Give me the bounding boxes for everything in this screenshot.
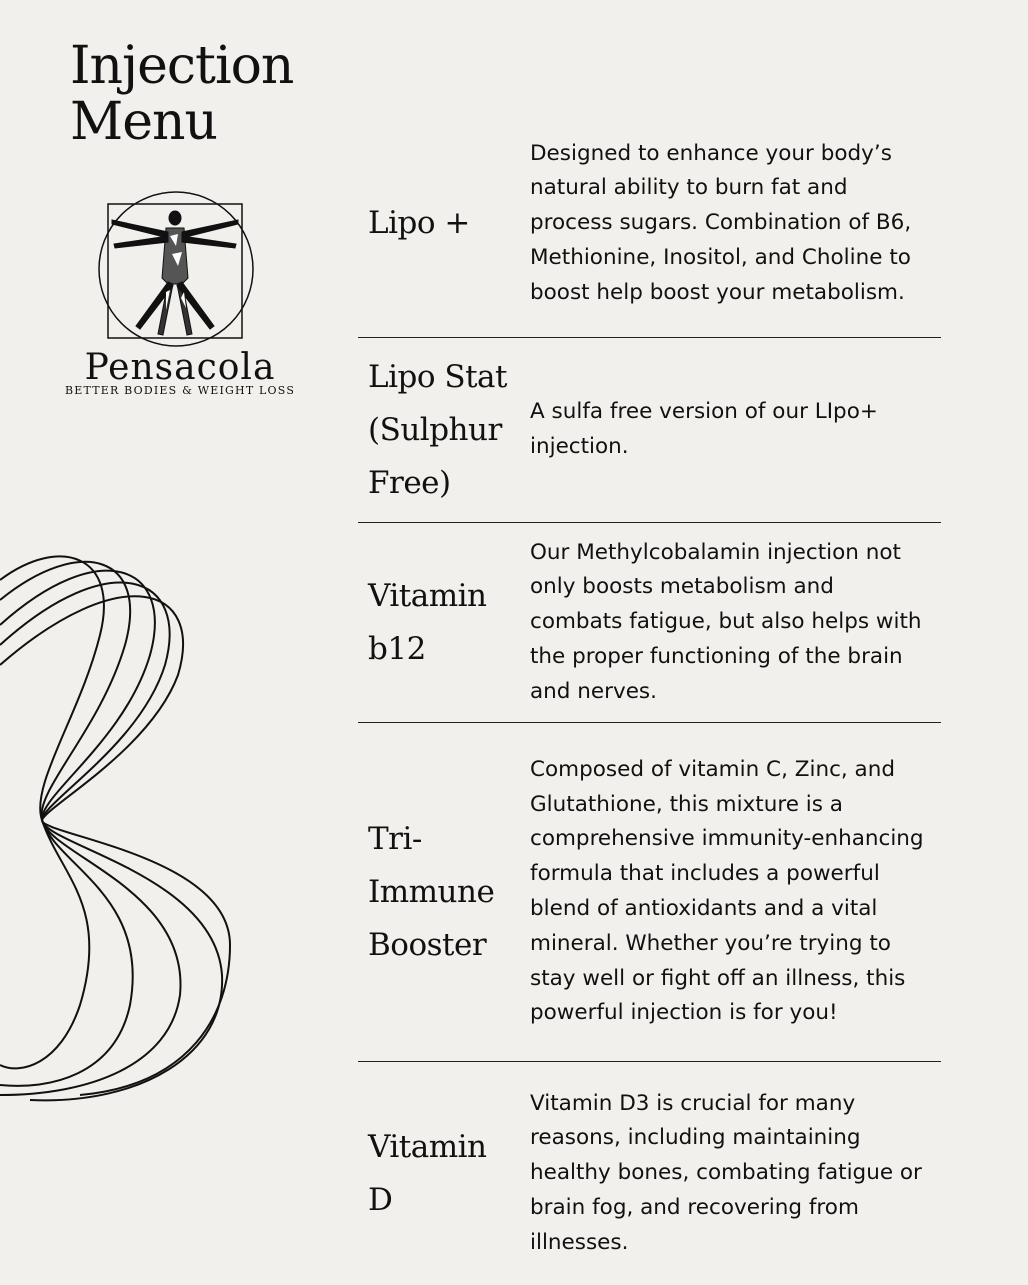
menu-item-description: Composed of vitamin C, Zinc, and Glutathione, this mixture is a comprehensive immunity-enhancing formula that includes a powerful blend of antioxidants and a vital mineral. Whether you’re trying to stay well or fight off an illness, this powerful injection is for you! [530, 756, 924, 1026]
title-line-2: Menu [70, 92, 217, 152]
title-line-1: Injection [70, 36, 294, 96]
menu-item [358, 110, 941, 338]
menu-item-name: Lipo + [368, 205, 470, 241]
menu-item [358, 1062, 941, 1285]
logo-name: Pensacola [84, 347, 276, 388]
menu-item [358, 723, 941, 1062]
menu-item-name: Vitamin b12 [368, 577, 487, 667]
menu-item-name: Vitamin D [368, 1128, 487, 1218]
wave-lines-icon [0, 545, 240, 1105]
menu-item-name: Tri-Immune Booster [368, 820, 495, 963]
menu-item-description: Designed to enhance your body’s natural ability to burn fat and process sugars. Combination of B6, Methionine, Inositol, and Choline to boost help boost your metabolism. [530, 140, 912, 305]
menu-item-description: Our Methylcobalamin injection not only boosts metabolism and combats fatigue, but also helps with the proper functioning of the brain and nerves. [530, 539, 922, 704]
logo-tagline: BETTER BODIES & WEIGHT LOSS [64, 384, 296, 397]
menu-item [358, 523, 941, 723]
page-title [70, 38, 293, 150]
menu-item-description: A sulfa free version of our LIpo+ injection. [530, 399, 878, 459]
menu-item-name: Lipo Stat (Sulphur Free) [368, 358, 507, 501]
menu-item-description: Vitamin D3 is crucial for many reasons, including maintaining healthy bones, combating fatigue or brain fog, and recovering from illnesses. [530, 1090, 922, 1255]
menu-item [358, 338, 941, 523]
